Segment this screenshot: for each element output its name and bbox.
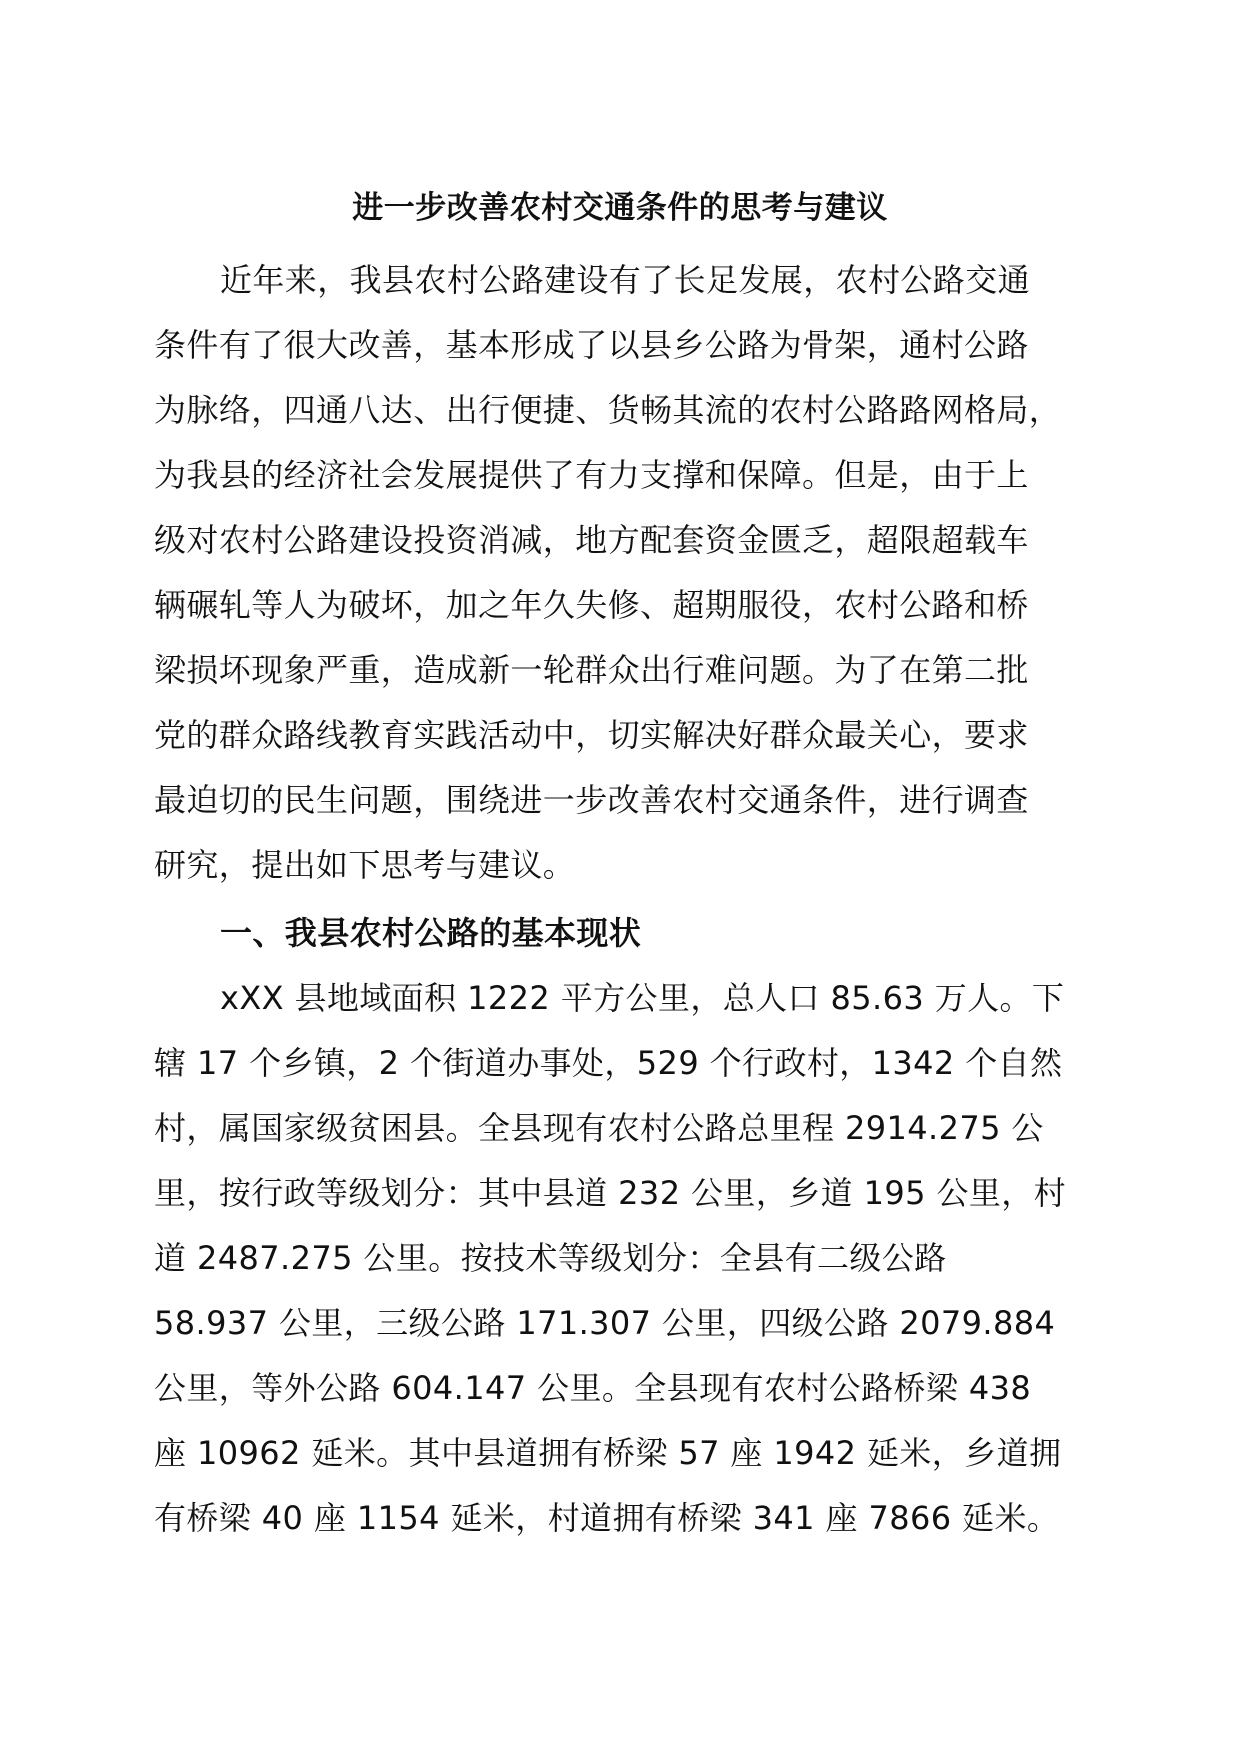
paragraph-line: 辖 17 个乡镇，2 个街道办事处，529 个行政村，1342 个自然 xyxy=(154,1044,1063,1082)
paragraph-line: 辆碾轧等人为破坏，加之年久失修、超期服役，农村公路和桥 xyxy=(154,586,1029,624)
status-paragraph xyxy=(154,966,1094,1551)
paragraph-line: 道 2487.275 公里。按技术等级划分：全县有二级公路 xyxy=(154,1239,947,1277)
paragraph-line: 为脉络，四通八达、出行便捷、货畅其流的农村公路路网格局， xyxy=(154,391,1062,429)
paragraph-line: 党的群众路线教育实践活动中，切实解决好群众最关心，要求 xyxy=(154,716,1029,754)
paragraph-line: 级对农村公路建设投资消减，地方配套资金匮乏，超限超载车 xyxy=(154,521,1029,559)
paragraph-line: 为我县的经济社会发展提供了有力支撑和保障。但是，由于上 xyxy=(154,456,1029,494)
paragraph-line: 座 10962 延米。其中县道拥有桥梁 57 座 1942 延米，乡道拥 xyxy=(154,1434,1062,1472)
paragraph-line: 公里，等外公路 604.147 公里。全县现有农村公路桥梁 438 xyxy=(154,1369,1032,1407)
paragraph-line: 村，属国家级贫困县。全县现有农村公路总里程 2914.275 公 xyxy=(154,1109,1044,1147)
paragraph-line: 梁损坏现象严重，造成新一轮群众出行难问题。为了在第二批 xyxy=(154,651,1029,689)
section-heading xyxy=(154,901,1094,966)
paragraph-line: 最迫切的民生问题，围绕进一步改善农村交通条件，进行调查 xyxy=(154,781,1029,819)
paragraph-line: 58.937 公里，三级公路 171.307 公里，四级公路 2079.884 xyxy=(154,1304,1056,1342)
document-title: 进一步改善农村交通条件的思考与建议 xyxy=(352,190,888,226)
section-heading-text: 一、我县农村公路的基本现状 xyxy=(220,914,642,952)
paragraph-line: 研究，提出如下思考与建议。 xyxy=(154,846,576,884)
paragraph-line: 条件有了很大改善，基本形成了以县乡公路为骨架，通村公路 xyxy=(154,326,1029,364)
paragraph-line: 近年来，我县农村公路建设有了长足发展，农村公路交通 xyxy=(220,261,1031,299)
paragraph-line: xXX 县地域面积 1222 平方公里，总人口 85.63 万人。下 xyxy=(220,979,1065,1017)
intro-paragraph xyxy=(154,248,1094,898)
paragraph-line: 有桥梁 40 座 1154 延米，村道拥有桥梁 341 座 7866 延米。 xyxy=(154,1499,1060,1537)
paragraph-line: 里，按行政等级划分：其中县道 232 公里，乡道 195 公里，村 xyxy=(154,1174,1067,1212)
